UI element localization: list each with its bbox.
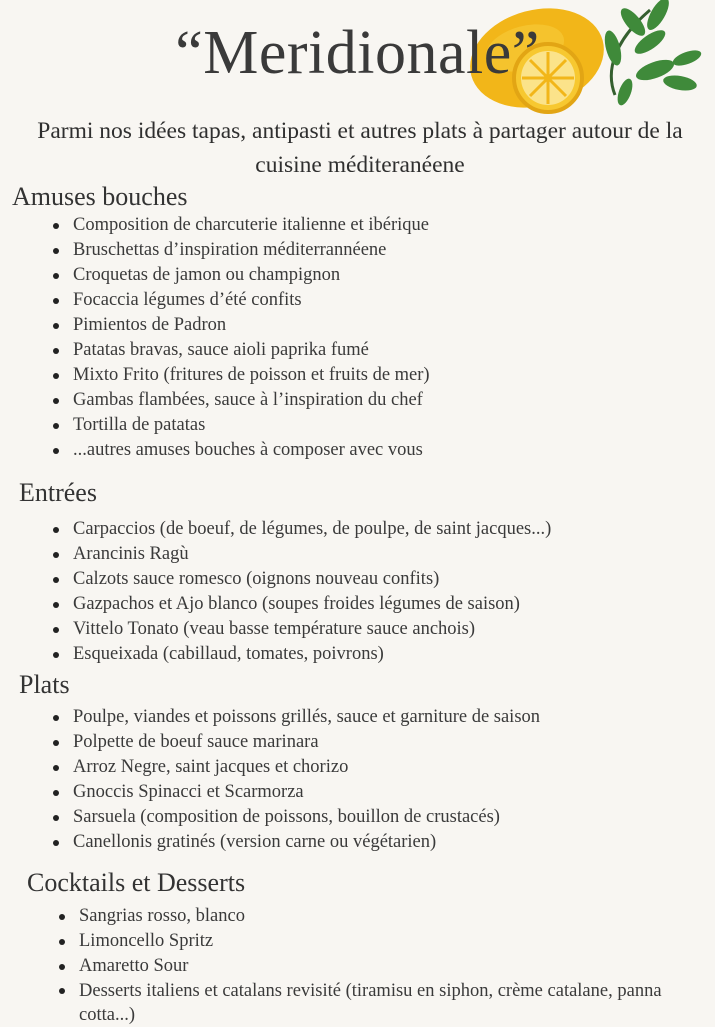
list-item: Canellonis gratinés (version carne ou végétarien) [73,830,540,855]
list-item: Gnoccis Spinacci et Scarmorza [73,780,540,805]
list-item: Mixto Frito (fritures de poisson et fruits de mer) [73,363,430,388]
list-item: Calzots sauce romesco (oignons nouveau confits) [73,567,551,592]
intro-text: Parmi nos idées tapas, antipasti et autres plats à partager autour de la cuisine méditeranéene [37,118,683,178]
list-item: Desserts italiens et catalans revisité (tiramisu en siphon, crème catalane, panna cotta...) [79,979,715,1027]
list-item: Esqueixada (cabillaud, tomates, poivrons) [73,642,551,667]
section-heading: Cocktails et Desserts [27,868,246,897]
item-list [73,517,551,667]
list-item: Arroz Negre, saint jacques et chorizo [73,755,540,780]
list-item: Polpette de boeuf sauce marinara [73,730,540,755]
item-list [79,904,715,1027]
list-item: Vittelo Tonato (veau basse température sauce anchois) [73,617,551,642]
list-item: Poulpe, viandes et poissons grillés, sauce et garniture de saison [73,705,540,730]
list-item: Focaccia légumes d’été confits [73,288,430,313]
page-title: “Meridionale” [175,19,540,87]
list-item: Sangrias rosso, blanco [79,904,715,929]
item-list [73,213,430,463]
list-item: Composition de charcuterie italienne et ibérique [73,213,430,238]
list-item: Gambas flambées, sauce à l’inspiration du chef [73,388,430,413]
list-item: ...autres amuses bouches à composer avec vous [73,438,430,463]
list-item: Pimientos de Padron [73,313,430,338]
list-item: Arancinis Ragù [73,542,551,567]
section-heading: Plats [19,670,70,699]
list-item: Amaretto Sour [79,954,715,979]
list-item: Bruschettas d’inspiration méditerrannéene [73,238,430,263]
list-item: Carpaccios (de boeuf, de légumes, de poulpe, de saint jacques...) [73,517,551,542]
list-item: Sarsuela (composition de poissons, bouillon de crustacés) [73,805,540,830]
list-item: Gazpachos et Ajo blanco (soupes froides légumes de saison) [73,592,551,617]
item-list [73,705,540,855]
list-item: Limoncello Spritz [79,929,715,954]
list-item: Patatas bravas, sauce aioli paprika fumé [73,338,430,363]
list-item: Tortilla de patatas [73,413,430,438]
section-heading: Amuses bouches [12,182,188,211]
section-heading: Entrées [19,478,97,507]
list-item: Croquetas de jamon ou champignon [73,263,430,288]
